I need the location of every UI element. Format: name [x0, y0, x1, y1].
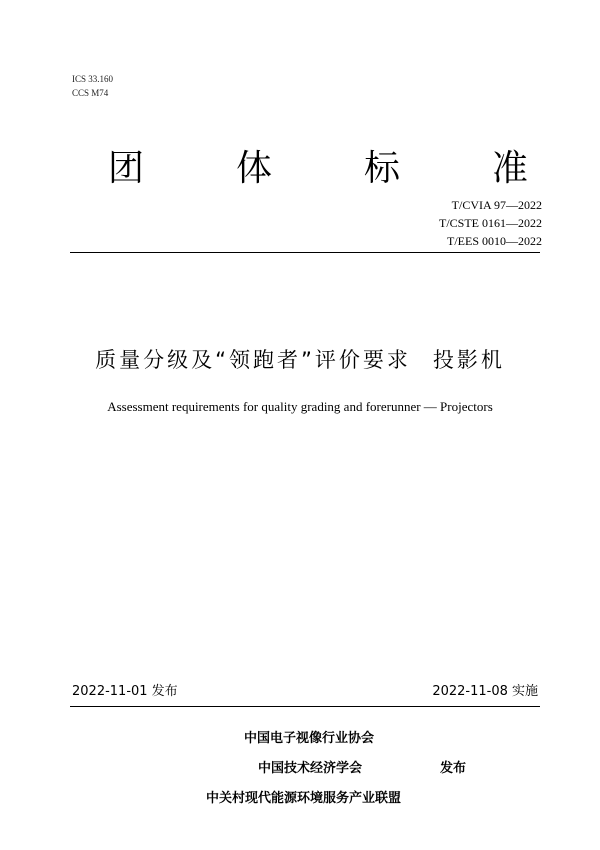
- standard-type-char: 体: [235, 148, 272, 189]
- standard-type-heading: [108, 146, 528, 192]
- publisher-cste: 中国技术经济学会: [258, 761, 363, 776]
- standard-number-ees: T/EES 0010—2022: [447, 234, 542, 248]
- bottom-divider: [70, 706, 540, 707]
- standard-numbers: [439, 196, 542, 250]
- standard-number-cvia: T/CVIA 97—2022: [451, 198, 542, 212]
- publish-date: 2022-11-01 发布: [72, 684, 178, 699]
- standard-number-cste: T/CSTE 0161—2022: [438, 216, 542, 230]
- chinese-title-sub: 投影机: [432, 348, 505, 372]
- chinese-title-main: 质量分级及“领跑者”评价要求: [95, 348, 411, 372]
- ccs-code: CCS M74: [72, 88, 109, 98]
- publisher-zgc-energy: 中关村现代能源环境服务产业联盟: [206, 791, 402, 806]
- classification-codes: [72, 72, 113, 100]
- chinese-title: [0, 346, 600, 374]
- standard-type-char: 准: [491, 148, 528, 189]
- ics-code: ICS 33.160: [72, 74, 114, 84]
- implement-date: 2022-11-08 实施: [432, 684, 538, 699]
- top-divider: [70, 252, 540, 253]
- publisher-cvia: 中国电子视像行业协会: [244, 731, 375, 746]
- english-title: Assessment requirements for quality grading and forerunner — Projectors: [107, 399, 493, 414]
- standard-type-char: 标: [363, 148, 400, 189]
- standard-type-char: 团: [108, 148, 145, 189]
- publish-label: 发布: [440, 761, 467, 776]
